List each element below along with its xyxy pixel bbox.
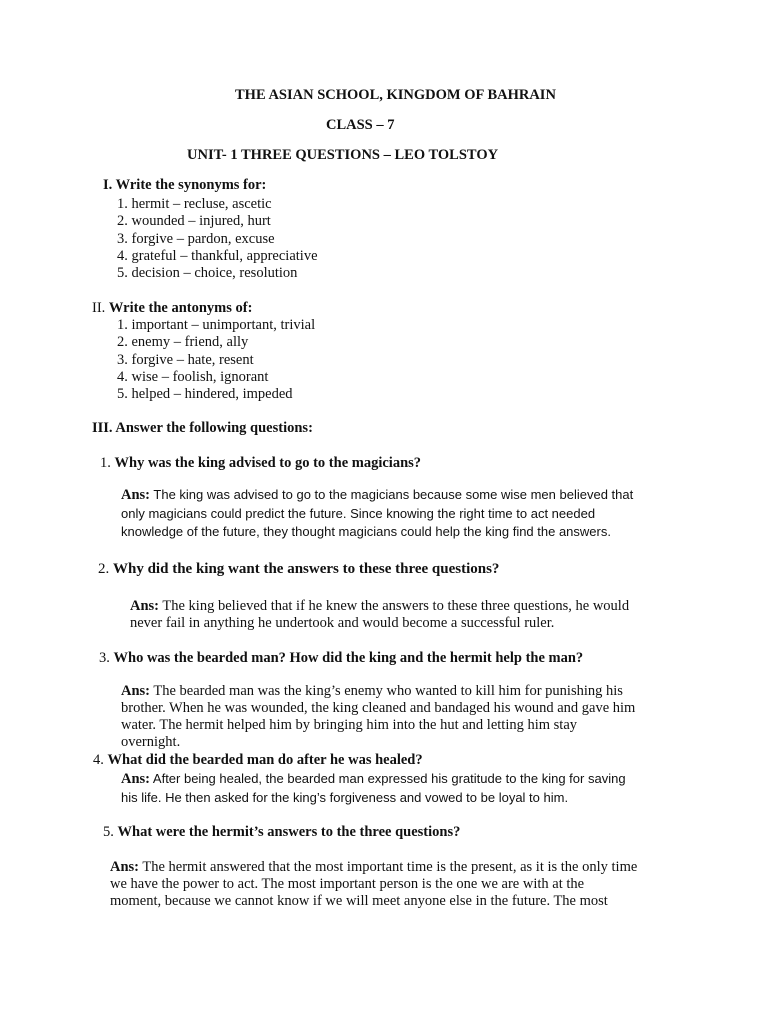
list-item: 2. wounded – injured, hurt bbox=[117, 213, 271, 230]
question-number: 1. bbox=[100, 455, 111, 471]
answer-line: brother. When he was wounded, the king cleaned and bandaged his wound and gave him bbox=[121, 700, 636, 716]
answer-1 bbox=[121, 486, 633, 542]
synonyms-list bbox=[117, 196, 318, 282]
ans-label: Ans: bbox=[121, 771, 151, 787]
antonyms-heading-text: Write the antonyms of: bbox=[108, 300, 253, 316]
question-text: What did the bearded man do after he was healed? bbox=[107, 752, 423, 768]
answer-line: his life. He then asked for the king’s forgiveness and vowed to be loyal to him. bbox=[121, 789, 569, 805]
answer-line: After being healed, the bearded man expressed his gratitude to the king for saving bbox=[150, 771, 626, 786]
answer-line: overnight. bbox=[121, 734, 181, 750]
synonyms-heading: I. Write the synonyms for: bbox=[103, 177, 267, 193]
answer-line: The king believed that if he knew the answers to these three questions, he would bbox=[159, 598, 630, 614]
answer-2 bbox=[130, 598, 629, 632]
antonyms-heading bbox=[92, 300, 252, 317]
answer-line: we have the power to act. The most important person is the one we are with at the bbox=[110, 876, 585, 892]
list-item: 1. hermit – recluse, ascetic bbox=[117, 196, 272, 212]
answer-line: moment, because we cannot know if we will meet anyone else in the future. The most bbox=[110, 893, 608, 909]
answer-line: knowledge of the future, they thought magicians could help the king find the answers. bbox=[121, 524, 611, 539]
answer-3 bbox=[121, 683, 635, 751]
list-item: 4. grateful – thankful, appreciative bbox=[117, 247, 318, 264]
question-number: 5. bbox=[103, 824, 114, 840]
answer-4 bbox=[121, 770, 626, 807]
question-4 bbox=[93, 752, 423, 769]
list-item: 1. important – unimportant, trivial bbox=[117, 317, 316, 333]
question-text: Why did the king want the answers to these three questions? bbox=[113, 561, 500, 577]
answer-line: water. The hermit helped him by bringing him into the hut and letting him stay bbox=[121, 717, 578, 733]
list-item: 2. enemy – friend, ally bbox=[117, 334, 249, 351]
list-item: 3. forgive – hate, resent bbox=[117, 351, 254, 368]
questions-heading: III. Answer the following questions: bbox=[92, 420, 313, 436]
question-text: Who was the bearded man? How did the king and the hermit help the man? bbox=[113, 650, 584, 666]
ans-label: Ans: bbox=[121, 683, 151, 699]
answer-line: never fail in anything he undertook and would become a successful ruler. bbox=[130, 615, 555, 631]
list-item: 5. decision – choice, resolution bbox=[117, 265, 298, 282]
list-item: 5. helped – hindered, impeded bbox=[117, 386, 293, 403]
question-1 bbox=[100, 455, 421, 472]
question-number: 3. bbox=[99, 650, 110, 666]
question-2 bbox=[98, 561, 499, 578]
question-number: 2. bbox=[98, 561, 110, 577]
list-item: 4. wise – foolish, ignorant bbox=[117, 368, 269, 385]
antonyms-list bbox=[117, 317, 315, 403]
answer-line: The bearded man was the king’s enemy who wanted to kill him for punishing his bbox=[150, 683, 623, 699]
answer-5 bbox=[110, 859, 637, 910]
answer-line: The king was advised to go to the magicians because some wise men believed that bbox=[150, 487, 634, 502]
answer-line: only magicians could predict the future. Since knowing the right time to act needed bbox=[121, 505, 596, 521]
class-title: CLASS – 7 bbox=[326, 117, 395, 133]
question-text: Why was the king advised to go to the magicians? bbox=[114, 455, 422, 471]
ans-label: Ans: bbox=[121, 487, 151, 503]
ans-label: Ans: bbox=[110, 859, 140, 875]
question-5 bbox=[103, 824, 460, 841]
list-item: 3. forgive – pardon, excuse bbox=[117, 230, 275, 247]
antonyms-heading-number: II. bbox=[92, 300, 109, 316]
question-3 bbox=[99, 650, 583, 667]
school-title: THE ASIAN SCHOOL, KINGDOM OF BAHRAIN bbox=[235, 87, 556, 103]
question-number: 4. bbox=[93, 752, 104, 768]
ans-label: Ans: bbox=[130, 598, 160, 614]
unit-title: UNIT- 1 THREE QUESTIONS – LEO TOLSTOY bbox=[187, 147, 499, 163]
answer-line: The hermit answered that the most important time is the present, as it is the only time bbox=[139, 859, 638, 875]
question-text: What were the hermit’s answers to the three questions? bbox=[117, 824, 461, 840]
